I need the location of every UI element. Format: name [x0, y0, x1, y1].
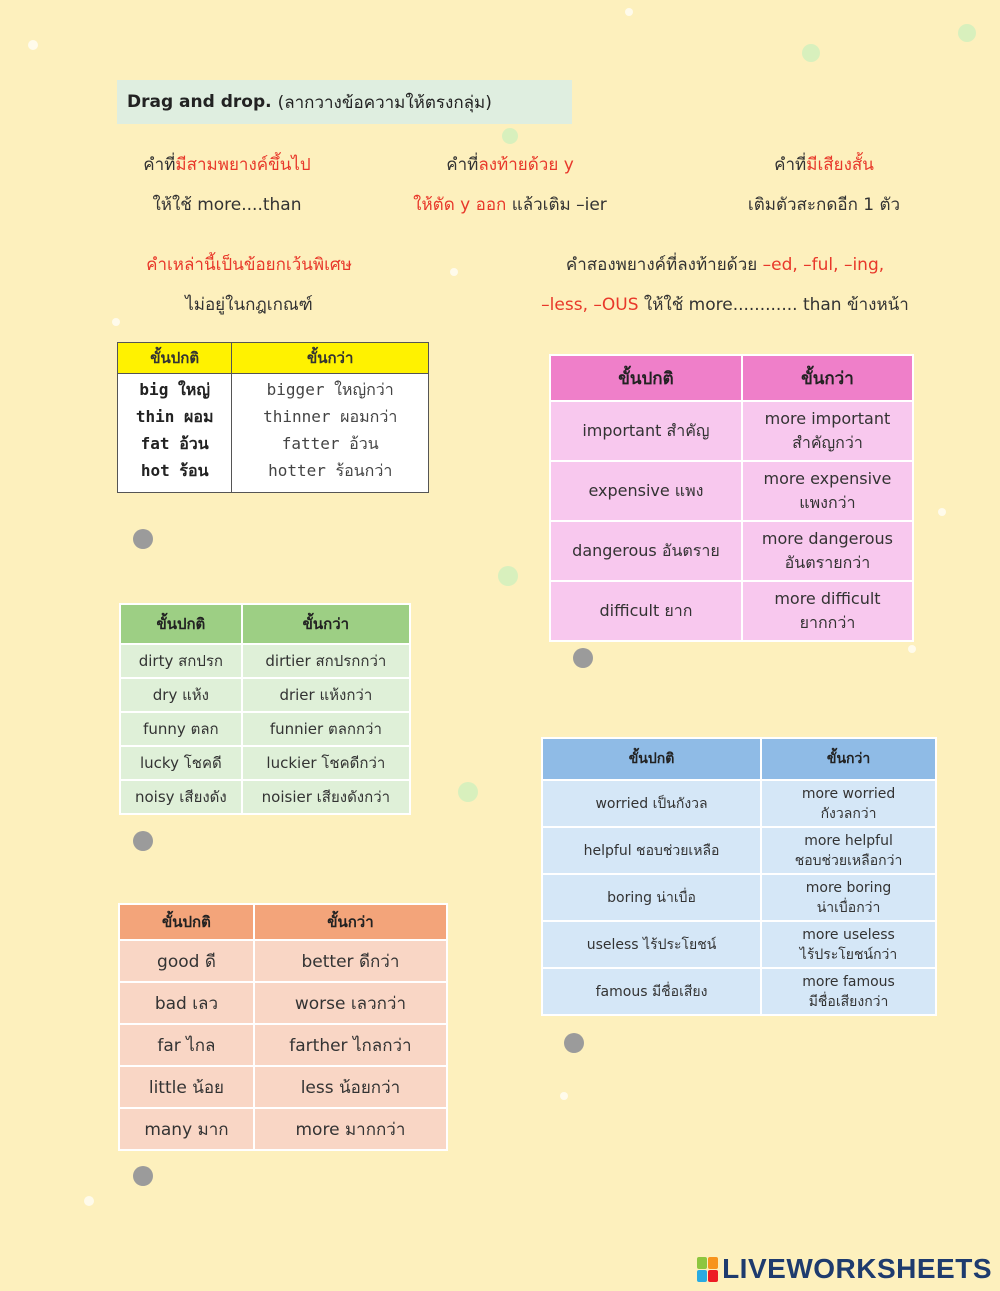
pink-table[interactable] — [549, 354, 914, 642]
table-header: ขั้นกว่า — [242, 604, 410, 644]
table-cell: lucky โชคดี — [120, 746, 242, 780]
table-row — [542, 827, 936, 874]
background-dot — [908, 645, 916, 653]
table-row — [120, 780, 410, 814]
background-dot — [502, 128, 518, 144]
table-row — [542, 968, 936, 1015]
table-row — [120, 678, 410, 712]
table-row — [119, 1024, 447, 1066]
table-cell: good ดี — [119, 940, 254, 982]
table-cell: far ไกล — [119, 1024, 254, 1066]
table-cell: more difficult ยากกว่า — [742, 581, 913, 641]
table-cell: more important สำคัญกว่า — [742, 401, 913, 461]
table-row — [542, 921, 936, 968]
table-cell: more worried กังวลกว่า — [761, 780, 936, 827]
green-table[interactable] — [119, 603, 411, 815]
rule-ends-with-y: คำที่ลงท้ายด้วย y ให้ตัด y ออก แล้วเติม –ier — [413, 155, 607, 215]
liveworksheets-logo — [697, 1253, 992, 1285]
table-cell: farther ไกลกว่า — [254, 1024, 447, 1066]
table-cell: more useless ไร้ประโยชน์กว่า — [761, 921, 936, 968]
table-row — [550, 521, 913, 581]
table-header: ขั้นกว่า — [232, 343, 429, 374]
background-dot — [802, 44, 820, 62]
table-cell: more expensive แพงกว่า — [742, 461, 913, 521]
background-dot — [84, 1196, 94, 1206]
background-dot — [458, 782, 478, 802]
table-header: ขั้นปกติ — [119, 904, 254, 940]
background-dot — [625, 8, 633, 16]
table-cell: boring น่าเบื่อ — [542, 874, 761, 921]
background-dot — [450, 268, 458, 276]
background-dot — [28, 40, 38, 50]
table-cell: worse เลวกว่า — [254, 982, 447, 1024]
drop-target[interactable] — [564, 1033, 584, 1053]
table-cell: big ใหญ่ thin ผอม fat อ้วน hot ร้อน — [118, 374, 232, 493]
table-header: ขั้นปกติ — [550, 355, 742, 401]
table-row — [119, 1108, 447, 1150]
instruction-title — [117, 80, 572, 124]
drop-target[interactable] — [573, 648, 593, 668]
table-cell: luckier โชคดีกว่า — [242, 746, 410, 780]
table-cell: noisy เสียงดัง — [120, 780, 242, 814]
table-row — [119, 1066, 447, 1108]
table-cell: famous มีชื่อเสียง — [542, 968, 761, 1015]
table-cell: less น้อยกว่า — [254, 1066, 447, 1108]
title-thai: (ลากวางข้อความให้ตรงกลุ่ม) — [277, 92, 492, 113]
table-row — [119, 982, 447, 1024]
table-cell: expensive แพง — [550, 461, 742, 521]
table-row — [120, 712, 410, 746]
background-dot — [498, 566, 518, 586]
table-row — [120, 644, 410, 678]
rule-exceptions: คำเหล่านี้เป็นข้อยกเว้นพิเศษ ไม่อยู่ในกฎเกณฑ์ — [146, 255, 352, 315]
table-header: ขั้นกว่า — [742, 355, 913, 401]
table-cell: dangerous อันตราย — [550, 521, 742, 581]
table-header: ขั้นปกติ — [118, 343, 232, 374]
table-cell: more famous มีชื่อเสียงกว่า — [761, 968, 936, 1015]
table-cell: worried เป็นกังวล — [542, 780, 761, 827]
table-header: ขั้นกว่า — [254, 904, 447, 940]
table-cell: funny ตลก — [120, 712, 242, 746]
blue-table[interactable] — [541, 737, 937, 1016]
table-cell: dirty สกปรก — [120, 644, 242, 678]
table-row — [542, 874, 936, 921]
logo-icon — [697, 1257, 718, 1282]
table-cell: funnier ตลกกว่า — [242, 712, 410, 746]
background-dot — [560, 1092, 568, 1100]
table-cell: helpful ชอบช่วยเหลือ — [542, 827, 761, 874]
table-cell: dirtier สกปรกกว่า — [242, 644, 410, 678]
table-header: ขั้นกว่า — [761, 738, 936, 780]
table-cell: bigger ใหญ่กว่า thinner ผอมกว่า fatter อ้วน hotter ร้อนกว่า — [232, 374, 429, 493]
table-row — [550, 581, 913, 641]
table-cell: noisier เสียงดังกว่า — [242, 780, 410, 814]
table-cell: more boring น่าเบื่อกว่า — [761, 874, 936, 921]
table-row — [550, 461, 913, 521]
table-cell: useless ไร้ประโยชน์ — [542, 921, 761, 968]
rule-short-vowel: คำที่มีเสียงสั้น เติมตัวสะกดอีก 1 ตัว — [747, 155, 901, 215]
table-cell: more dangerous อันตรายกว่า — [742, 521, 913, 581]
logo-text: LIVEWORKSHEETS — [722, 1253, 992, 1284]
table-cell: more helpful ชอบช่วยเหลือกว่า — [761, 827, 936, 874]
table-cell: difficult ยาก — [550, 581, 742, 641]
background-dot — [938, 508, 946, 516]
table-header: ขั้นปกติ — [542, 738, 761, 780]
rule-three-syllables: คำที่มีสามพยางค์ขึ้นไป ให้ใช้ more....than — [143, 155, 311, 215]
table-row — [120, 746, 410, 780]
table-row — [542, 780, 936, 827]
table-cell: better ดีกว่า — [254, 940, 447, 982]
table-cell: drier แห้งกว่า — [242, 678, 410, 712]
table-cell: many มาก — [119, 1108, 254, 1150]
drop-target[interactable] — [133, 831, 153, 851]
table-header: ขั้นปกติ — [120, 604, 242, 644]
rule-two-syllables: คำสองพยางค์ที่ลงท้ายด้วย –ed, –ful, –ing, –less, –OUS ให้ใช้ more............ than ข้างหน้า — [541, 255, 909, 315]
drop-target[interactable] — [133, 1166, 153, 1186]
orange-table[interactable] — [118, 903, 448, 1151]
table-cell: dry แห้ง — [120, 678, 242, 712]
table-cell: more มากกว่า — [254, 1108, 447, 1150]
table-cell: little น้อย — [119, 1066, 254, 1108]
yellow-table[interactable] — [117, 342, 429, 493]
background-dot — [958, 24, 976, 42]
drop-target[interactable] — [133, 529, 153, 549]
table-row — [119, 940, 447, 982]
table-row — [550, 401, 913, 461]
table-cell: important สำคัญ — [550, 401, 742, 461]
table-cell: bad เลว — [119, 982, 254, 1024]
title-bold: Drag and drop. — [127, 92, 272, 112]
